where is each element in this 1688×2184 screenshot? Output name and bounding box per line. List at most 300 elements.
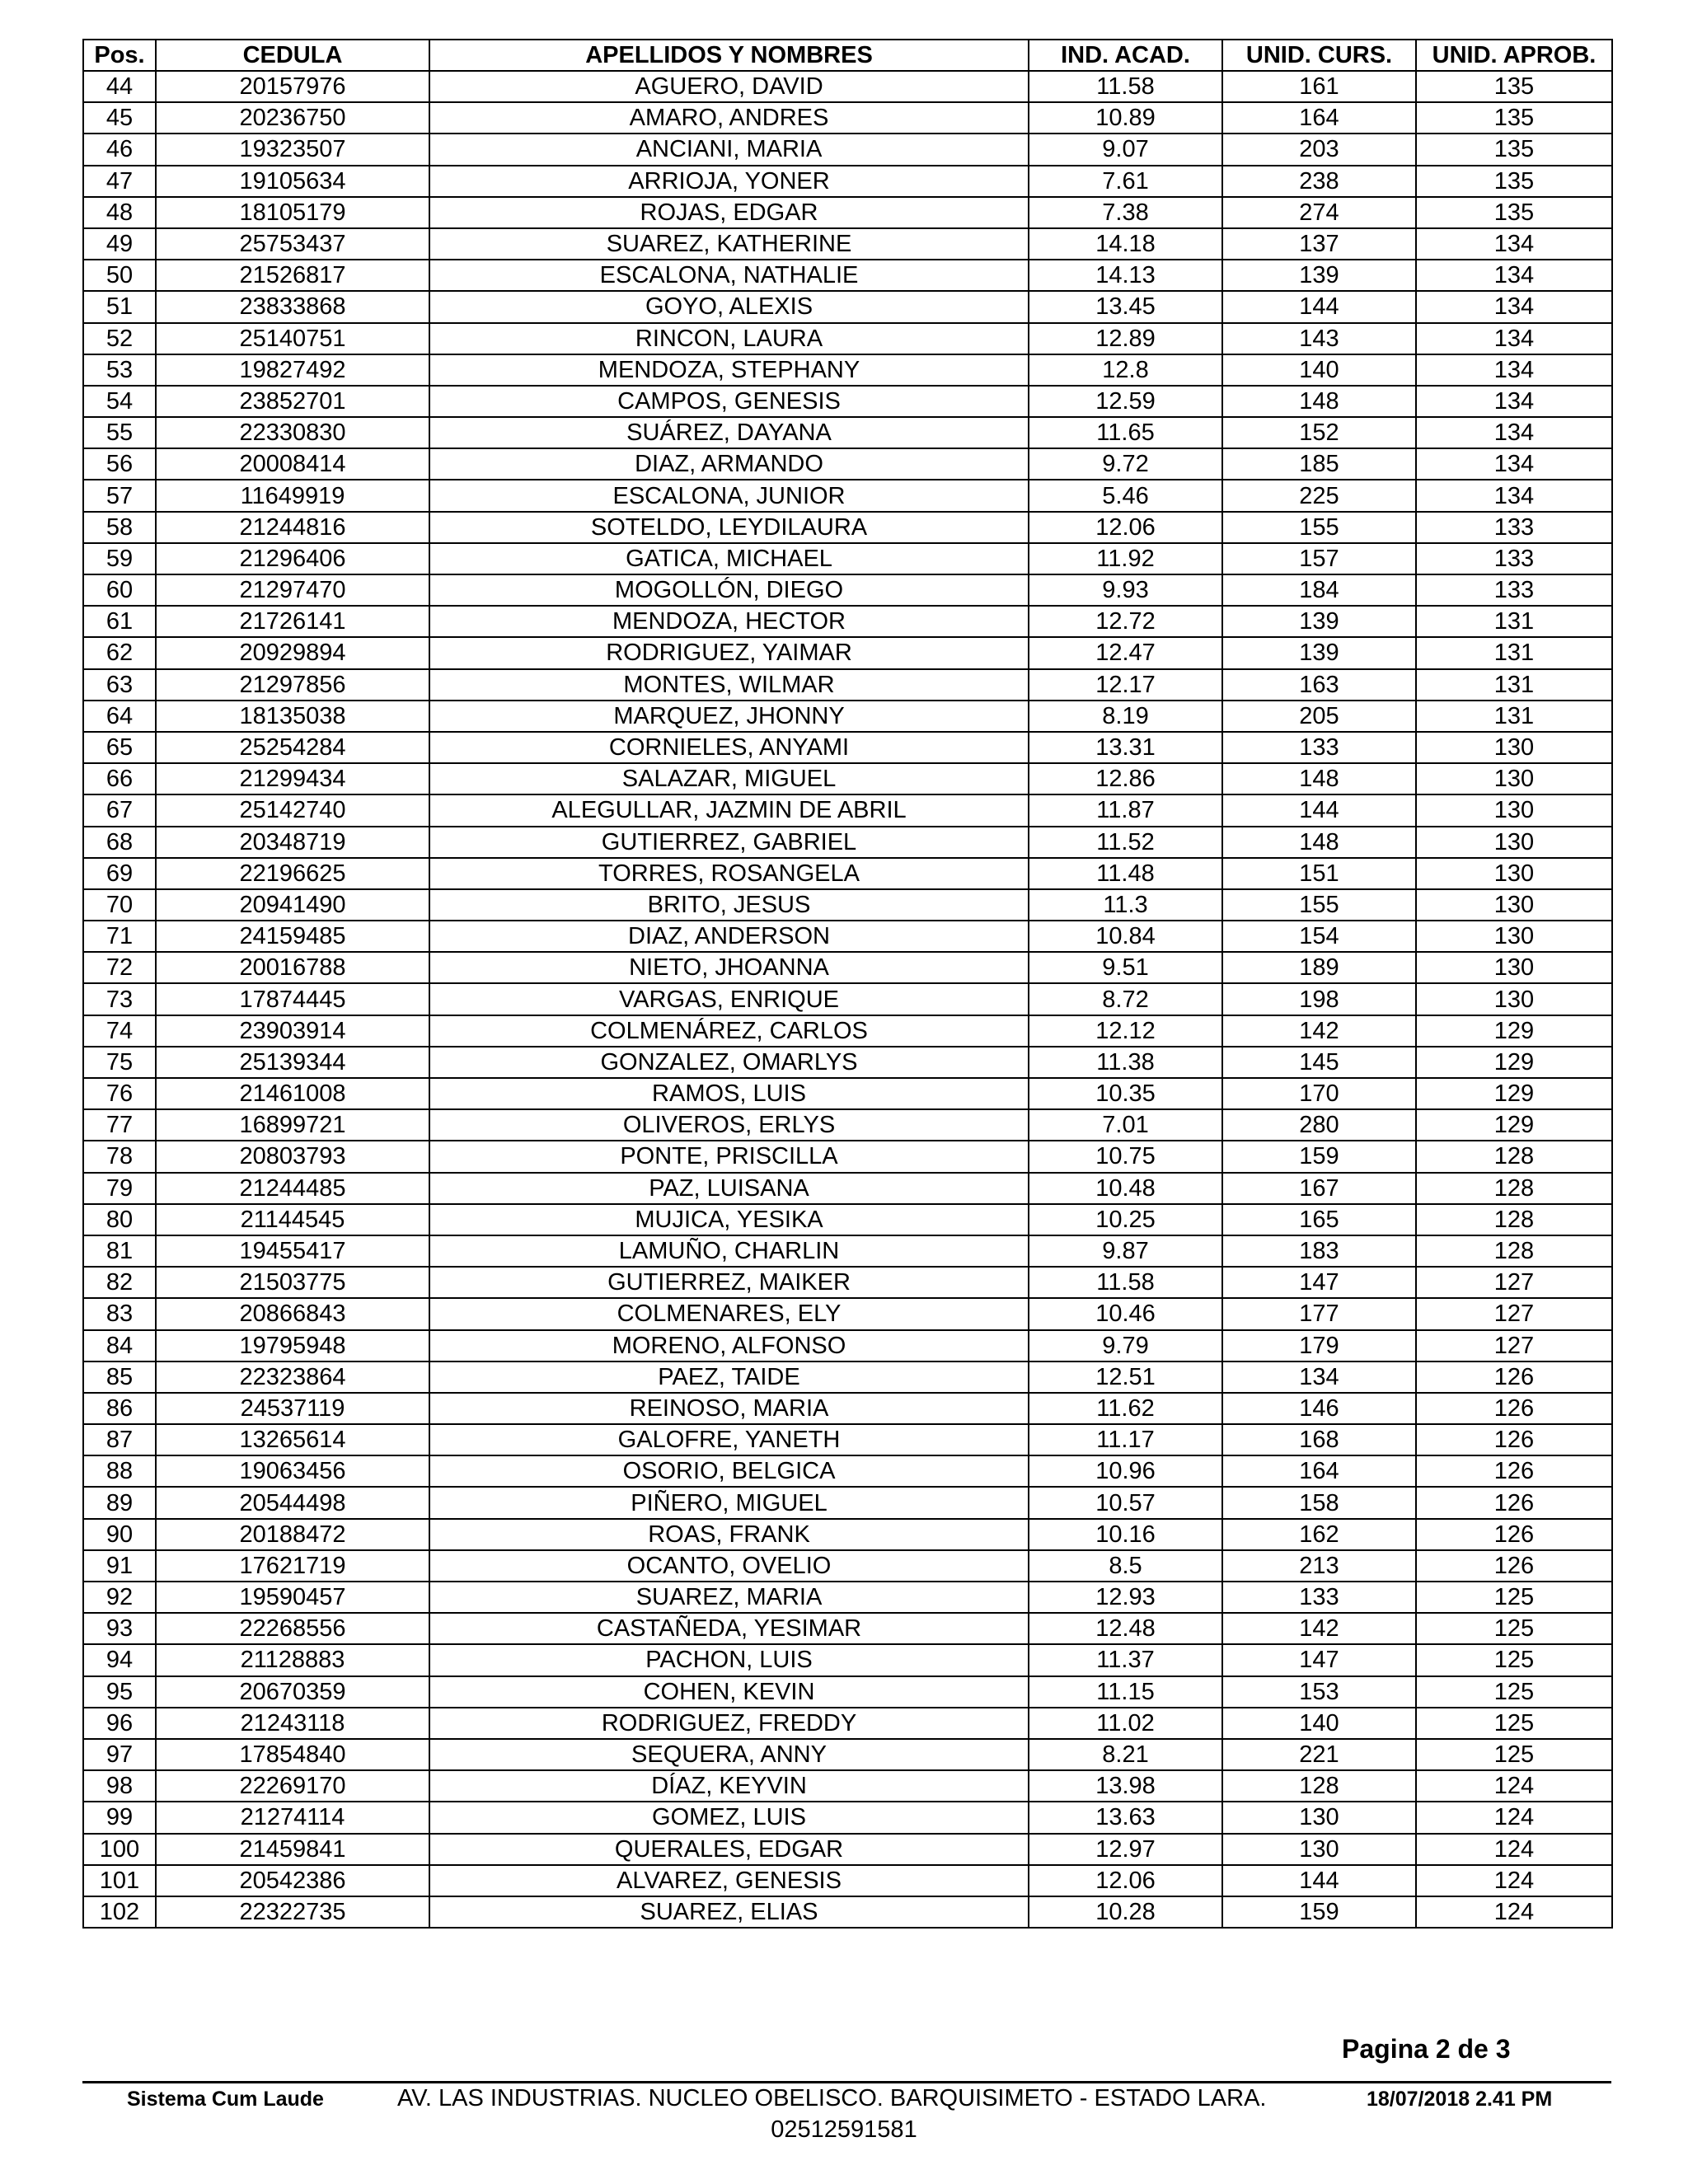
name-cell: MOGOLLÓN, DIEGO	[429, 574, 1029, 606]
cedula-cell: 18135038	[156, 701, 429, 732]
ind-acad-cell: 12.12	[1029, 1015, 1222, 1047]
ind-acad-cell: 8.5	[1029, 1550, 1222, 1582]
ind-acad-cell: 7.01	[1029, 1109, 1222, 1141]
table-row	[83, 543, 1612, 574]
ind-acad-cell: 12.06	[1029, 1865, 1222, 1896]
pos-cell: 86	[83, 1393, 156, 1424]
cedula-cell: 17621719	[156, 1550, 429, 1582]
name-cell: COLMENARES, ELY	[429, 1298, 1029, 1329]
footer-datetime: 18/07/2018 2.41 PM	[1367, 2088, 1553, 2111]
unid-aprob-cell: 130	[1416, 794, 1612, 826]
unid-aprob-cell: 133	[1416, 574, 1612, 606]
unid-curs-cell: 144	[1222, 794, 1416, 826]
pos-cell: 102	[83, 1896, 156, 1928]
table-row	[83, 102, 1612, 134]
name-cell: SOTELDO, LEYDILAURA	[429, 512, 1029, 543]
name-cell: PIÑERO, MIGUEL	[429, 1487, 1029, 1518]
pos-cell: 45	[83, 102, 156, 134]
unid-aprob-cell: 135	[1416, 71, 1612, 102]
unid-curs-cell: 221	[1222, 1739, 1416, 1770]
ind-acad-cell: 11.62	[1029, 1393, 1222, 1424]
ind-acad-cell: 10.75	[1029, 1141, 1222, 1172]
table-header	[83, 40, 1612, 71]
pos-cell: 58	[83, 512, 156, 543]
cedula-cell: 25140751	[156, 323, 429, 354]
unid-curs-cell: 274	[1222, 197, 1416, 228]
name-cell: PAEZ, TAIDE	[429, 1361, 1029, 1393]
cedula-cell: 21128883	[156, 1644, 429, 1675]
pos-cell: 57	[83, 480, 156, 511]
unid-aprob-cell: 134	[1416, 386, 1612, 417]
pos-cell: 72	[83, 952, 156, 983]
name-cell: OCANTO, OVELIO	[429, 1550, 1029, 1582]
table-row	[83, 480, 1612, 511]
name-cell: RODRIGUEZ, FREDDY	[429, 1708, 1029, 1739]
table-row	[83, 448, 1612, 480]
unid-curs-cell: 165	[1222, 1204, 1416, 1235]
unid-aprob-cell: 130	[1416, 921, 1612, 952]
cedula-cell: 21461008	[156, 1078, 429, 1109]
cedula-cell: 21459841	[156, 1834, 429, 1865]
cedula-cell: 25139344	[156, 1047, 429, 1078]
pos-cell: 91	[83, 1550, 156, 1582]
cedula-cell: 11649919	[156, 480, 429, 511]
cedula-cell: 21526817	[156, 260, 429, 291]
unid-aprob-cell: 129	[1416, 1015, 1612, 1047]
unid-aprob-cell: 131	[1416, 669, 1612, 701]
unid-curs-cell: 142	[1222, 1613, 1416, 1644]
name-cell: COLMENÁREZ, CARLOS	[429, 1015, 1029, 1047]
table-row	[83, 889, 1612, 921]
table-row	[83, 166, 1612, 197]
cedula-cell: 23903914	[156, 1015, 429, 1047]
unid-aprob-cell: 133	[1416, 512, 1612, 543]
pos-cell: 73	[83, 983, 156, 1015]
cedula-cell: 21244485	[156, 1173, 429, 1204]
cedula-cell: 20803793	[156, 1141, 429, 1172]
table-row	[83, 1047, 1612, 1078]
name-cell: COHEN, KEVIN	[429, 1676, 1029, 1708]
cedula-cell: 21274114	[156, 1802, 429, 1833]
ind-acad-cell: 11.3	[1029, 889, 1222, 921]
ind-acad-cell: 11.92	[1029, 543, 1222, 574]
name-cell: GATICA, MICHAEL	[429, 543, 1029, 574]
ind-acad-cell: 10.28	[1029, 1896, 1222, 1928]
unid-aprob-cell: 125	[1416, 1582, 1612, 1613]
table-row	[83, 732, 1612, 763]
cedula-cell: 19590457	[156, 1582, 429, 1613]
ind-acad-cell: 10.96	[1029, 1455, 1222, 1487]
pos-cell: 50	[83, 260, 156, 291]
unid-aprob-cell: 127	[1416, 1330, 1612, 1361]
ind-acad-cell: 12.89	[1029, 323, 1222, 354]
cedula-cell: 20008414	[156, 448, 429, 480]
ind-acad-cell: 13.98	[1029, 1770, 1222, 1802]
pos-cell: 100	[83, 1834, 156, 1865]
cedula-cell: 21299434	[156, 763, 429, 794]
pos-cell: 79	[83, 1173, 156, 1204]
unid-aprob-cell: 129	[1416, 1047, 1612, 1078]
table-row	[83, 701, 1612, 732]
unid-curs-cell: 152	[1222, 417, 1416, 448]
ind-acad-cell: 10.25	[1029, 1204, 1222, 1235]
table-row	[83, 606, 1612, 637]
cedula-cell: 22196625	[156, 858, 429, 889]
name-cell: GONZALEZ, OMARLYS	[429, 1047, 1029, 1078]
table-row	[83, 1676, 1612, 1708]
table-row	[83, 323, 1612, 354]
table-row	[83, 1298, 1612, 1329]
table-row	[83, 386, 1612, 417]
cedula-cell: 23852701	[156, 386, 429, 417]
cedula-cell: 22330830	[156, 417, 429, 448]
name-cell: SUÁREZ, DAYANA	[429, 417, 1029, 448]
cedula-cell: 18105179	[156, 197, 429, 228]
footer-phone: 02512591581	[771, 2116, 917, 2143]
unid-curs-cell: 238	[1222, 166, 1416, 197]
ind-acad-cell: 10.35	[1029, 1078, 1222, 1109]
name-cell: CASTAÑEDA, YESIMAR	[429, 1613, 1029, 1644]
table-row	[83, 228, 1612, 260]
pos-cell: 80	[83, 1204, 156, 1235]
pos-cell: 67	[83, 794, 156, 826]
table-row	[83, 1613, 1612, 1644]
table-row	[83, 260, 1612, 291]
pos-cell: 78	[83, 1141, 156, 1172]
ind-acad-cell: 9.93	[1029, 574, 1222, 606]
ind-acad-cell: 14.13	[1029, 260, 1222, 291]
table-row	[83, 1834, 1612, 1865]
cedula-cell: 20866843	[156, 1298, 429, 1329]
ind-acad-cell: 12.72	[1029, 606, 1222, 637]
pos-cell: 94	[83, 1644, 156, 1675]
ind-acad-cell: 11.38	[1029, 1047, 1222, 1078]
pos-cell: 62	[83, 637, 156, 668]
ind-acad-cell: 12.86	[1029, 763, 1222, 794]
unid-curs-cell: 147	[1222, 1644, 1416, 1675]
footer-system-name: Sistema Cum Laude	[127, 2088, 324, 2111]
name-cell: ANCIANI, MARIA	[429, 134, 1029, 165]
name-cell: MENDOZA, HECTOR	[429, 606, 1029, 637]
unid-curs-cell: 148	[1222, 386, 1416, 417]
name-cell: SEQUERA, ANNY	[429, 1739, 1029, 1770]
name-cell: GALOFRE, YANETH	[429, 1424, 1029, 1455]
ind-acad-cell: 11.37	[1029, 1644, 1222, 1675]
name-cell: BRITO, JESUS	[429, 889, 1029, 921]
cedula-cell: 22322735	[156, 1896, 429, 1928]
table-row	[83, 1173, 1612, 1204]
table-row	[83, 1109, 1612, 1141]
table-row	[83, 669, 1612, 701]
unid-aprob-cell: 134	[1416, 354, 1612, 386]
table-row	[83, 1739, 1612, 1770]
unid-aprob-cell: 135	[1416, 102, 1612, 134]
name-cell: OSORIO, BELGICA	[429, 1455, 1029, 1487]
cedula-cell: 20188472	[156, 1519, 429, 1550]
unid-curs-cell: 185	[1222, 448, 1416, 480]
name-cell: LAMUÑO, CHARLIN	[429, 1235, 1029, 1267]
ind-acad-cell: 13.63	[1029, 1802, 1222, 1833]
unid-aprob-cell: 127	[1416, 1298, 1612, 1329]
pos-cell: 96	[83, 1708, 156, 1739]
table-row	[83, 1424, 1612, 1455]
unid-curs-cell: 170	[1222, 1078, 1416, 1109]
unid-aprob-cell: 126	[1416, 1361, 1612, 1393]
pos-cell: 93	[83, 1613, 156, 1644]
pos-cell: 90	[83, 1519, 156, 1550]
name-cell: ESCALONA, NATHALIE	[429, 260, 1029, 291]
cedula-cell: 20236750	[156, 102, 429, 134]
unid-aprob-cell: 128	[1416, 1173, 1612, 1204]
cedula-cell: 17854840	[156, 1739, 429, 1770]
pos-cell: 63	[83, 669, 156, 701]
cedula-cell: 25254284	[156, 732, 429, 763]
cedula-cell: 25753437	[156, 228, 429, 260]
cedula-cell: 19455417	[156, 1235, 429, 1267]
name-cell: AGUERO, DAVID	[429, 71, 1029, 102]
cedula-cell: 22268556	[156, 1613, 429, 1644]
results-sheet	[82, 39, 1611, 1929]
ind-acad-cell: 14.18	[1029, 228, 1222, 260]
ind-acad-cell: 7.38	[1029, 197, 1222, 228]
unid-aprob-cell: 131	[1416, 701, 1612, 732]
table-row	[83, 1204, 1612, 1235]
table-row	[83, 921, 1612, 952]
col-header-nombres: APELLIDOS Y NOMBRES	[429, 40, 1029, 71]
pos-cell: 64	[83, 701, 156, 732]
ind-acad-cell: 11.02	[1029, 1708, 1222, 1739]
ind-acad-cell: 13.45	[1029, 291, 1222, 322]
table-row	[83, 794, 1612, 826]
unid-aprob-cell: 128	[1416, 1204, 1612, 1235]
table-row	[83, 1267, 1612, 1298]
ind-acad-cell: 12.47	[1029, 637, 1222, 668]
pos-cell: 95	[83, 1676, 156, 1708]
ind-acad-cell: 8.19	[1029, 701, 1222, 732]
unid-aprob-cell: 124	[1416, 1770, 1612, 1802]
cedula-cell: 21144545	[156, 1204, 429, 1235]
pos-cell: 81	[83, 1235, 156, 1267]
unid-aprob-cell: 134	[1416, 260, 1612, 291]
unid-curs-cell: 154	[1222, 921, 1416, 952]
pos-cell: 101	[83, 1865, 156, 1896]
ind-acad-cell: 9.51	[1029, 952, 1222, 983]
unid-aprob-cell: 126	[1416, 1424, 1612, 1455]
unid-curs-cell: 133	[1222, 1582, 1416, 1613]
cedula-cell: 17874445	[156, 983, 429, 1015]
ind-acad-cell: 11.87	[1029, 794, 1222, 826]
footer-address: AV. LAS INDUSTRIAS. NUCLEO OBELISCO. BARQUISIMETO - ESTADO LARA.	[397, 2085, 1267, 2111]
name-cell: CORNIELES, ANYAMI	[429, 732, 1029, 763]
unid-aprob-cell: 130	[1416, 858, 1612, 889]
table-row	[83, 1330, 1612, 1361]
unid-aprob-cell: 125	[1416, 1708, 1612, 1739]
ind-acad-cell: 12.59	[1029, 386, 1222, 417]
name-cell: DÍAZ, KEYVIN	[429, 1770, 1029, 1802]
table-row	[83, 1455, 1612, 1487]
table-row	[83, 512, 1612, 543]
cedula-cell: 21297470	[156, 574, 429, 606]
cedula-cell: 25142740	[156, 794, 429, 826]
name-cell: CAMPOS, GENESIS	[429, 386, 1029, 417]
pos-cell: 47	[83, 166, 156, 197]
unid-aprob-cell: 134	[1416, 228, 1612, 260]
name-cell: GUTIERREZ, GABRIEL	[429, 827, 1029, 858]
pos-cell: 69	[83, 858, 156, 889]
unid-curs-cell: 167	[1222, 1173, 1416, 1204]
pos-cell: 84	[83, 1330, 156, 1361]
unid-aprob-cell: 126	[1416, 1393, 1612, 1424]
pos-cell: 53	[83, 354, 156, 386]
unid-curs-cell: 140	[1222, 1708, 1416, 1739]
unid-curs-cell: 203	[1222, 134, 1416, 165]
table-row	[83, 983, 1612, 1015]
unid-curs-cell: 140	[1222, 354, 1416, 386]
cedula-cell: 21503775	[156, 1267, 429, 1298]
table-row	[83, 1896, 1612, 1928]
ind-acad-cell: 8.21	[1029, 1739, 1222, 1770]
name-cell: OLIVEROS, ERLYS	[429, 1109, 1029, 1141]
unid-curs-cell: 189	[1222, 952, 1416, 983]
table-row	[83, 1550, 1612, 1582]
unid-aprob-cell: 134	[1416, 480, 1612, 511]
cedula-cell: 20929894	[156, 637, 429, 668]
unid-aprob-cell: 131	[1416, 637, 1612, 668]
pos-cell: 71	[83, 921, 156, 952]
unid-curs-cell: 145	[1222, 1047, 1416, 1078]
col-header-unid-aprob: UNID. APROB.	[1416, 40, 1612, 71]
table-body	[83, 71, 1612, 1928]
table-row	[83, 417, 1612, 448]
name-cell: DIAZ, ARMANDO	[429, 448, 1029, 480]
unid-curs-cell: 213	[1222, 1550, 1416, 1582]
ind-acad-cell: 13.31	[1029, 732, 1222, 763]
unid-aprob-cell: 128	[1416, 1141, 1612, 1172]
pos-cell: 68	[83, 827, 156, 858]
ind-acad-cell: 10.89	[1029, 102, 1222, 134]
unid-aprob-cell: 130	[1416, 763, 1612, 794]
ind-acad-cell: 10.46	[1029, 1298, 1222, 1329]
unid-curs-cell: 142	[1222, 1015, 1416, 1047]
unid-curs-cell: 143	[1222, 323, 1416, 354]
table-row	[83, 291, 1612, 322]
pos-cell: 44	[83, 71, 156, 102]
table-row	[83, 1361, 1612, 1393]
cedula-cell: 21296406	[156, 543, 429, 574]
unid-aprob-cell: 134	[1416, 417, 1612, 448]
cedula-cell: 21726141	[156, 606, 429, 637]
table-row	[83, 197, 1612, 228]
unid-aprob-cell: 128	[1416, 1235, 1612, 1267]
ind-acad-cell: 12.8	[1029, 354, 1222, 386]
footer-divider	[82, 2081, 1611, 2083]
table-row	[83, 1015, 1612, 1047]
unid-aprob-cell: 129	[1416, 1109, 1612, 1141]
unid-curs-cell: 177	[1222, 1298, 1416, 1329]
cedula-cell: 20670359	[156, 1676, 429, 1708]
unid-curs-cell: 205	[1222, 701, 1416, 732]
cedula-cell: 20348719	[156, 827, 429, 858]
name-cell: VARGAS, ENRIQUE	[429, 983, 1029, 1015]
cedula-cell: 20157976	[156, 71, 429, 102]
cedula-cell: 13265614	[156, 1424, 429, 1455]
pos-cell: 85	[83, 1361, 156, 1393]
unid-aprob-cell: 125	[1416, 1644, 1612, 1675]
unid-aprob-cell: 125	[1416, 1676, 1612, 1708]
unid-curs-cell: 163	[1222, 669, 1416, 701]
table-row	[83, 1487, 1612, 1518]
pos-cell: 82	[83, 1267, 156, 1298]
pos-cell: 59	[83, 543, 156, 574]
unid-aprob-cell: 126	[1416, 1487, 1612, 1518]
name-cell: MARQUEZ, JHONNY	[429, 701, 1029, 732]
unid-curs-cell: 139	[1222, 637, 1416, 668]
unid-aprob-cell: 130	[1416, 889, 1612, 921]
pos-cell: 51	[83, 291, 156, 322]
ind-acad-cell: 11.65	[1029, 417, 1222, 448]
unid-curs-cell: 158	[1222, 1487, 1416, 1518]
name-cell: MUJICA, YESIKA	[429, 1204, 1029, 1235]
unid-aprob-cell: 135	[1416, 134, 1612, 165]
pos-cell: 46	[83, 134, 156, 165]
unid-curs-cell: 148	[1222, 827, 1416, 858]
cedula-cell: 20016788	[156, 952, 429, 983]
ind-acad-cell: 9.72	[1029, 448, 1222, 480]
name-cell: RODRIGUEZ, YAIMAR	[429, 637, 1029, 668]
name-cell: PACHON, LUIS	[429, 1644, 1029, 1675]
table-row	[83, 637, 1612, 668]
name-cell: ESCALONA, JUNIOR	[429, 480, 1029, 511]
ind-acad-cell: 12.17	[1029, 669, 1222, 701]
ind-acad-cell: 9.87	[1029, 1235, 1222, 1267]
pos-cell: 99	[83, 1802, 156, 1833]
unid-curs-cell: 198	[1222, 983, 1416, 1015]
unid-curs-cell: 146	[1222, 1393, 1416, 1424]
col-header-cedula: CEDULA	[156, 40, 429, 71]
unid-curs-cell: 130	[1222, 1834, 1416, 1865]
ind-acad-cell: 12.06	[1029, 512, 1222, 543]
unid-curs-cell: 155	[1222, 889, 1416, 921]
unid-curs-cell: 134	[1222, 1361, 1416, 1393]
ind-acad-cell: 10.84	[1029, 921, 1222, 952]
name-cell: ROAS, FRANK	[429, 1519, 1029, 1550]
table-row	[83, 1078, 1612, 1109]
ind-acad-cell: 12.93	[1029, 1582, 1222, 1613]
unid-curs-cell: 144	[1222, 291, 1416, 322]
table-row	[83, 1141, 1612, 1172]
cedula-cell: 20542386	[156, 1865, 429, 1896]
unid-aprob-cell: 129	[1416, 1078, 1612, 1109]
pos-cell: 49	[83, 228, 156, 260]
cedula-cell: 22269170	[156, 1770, 429, 1802]
unid-curs-cell: 155	[1222, 512, 1416, 543]
cedula-cell: 22323864	[156, 1361, 429, 1393]
unid-curs-cell: 151	[1222, 858, 1416, 889]
ind-acad-cell: 11.58	[1029, 71, 1222, 102]
unid-curs-cell: 164	[1222, 102, 1416, 134]
unid-aprob-cell: 134	[1416, 323, 1612, 354]
col-header-unid-curs: UNID. CURS.	[1222, 40, 1416, 71]
name-cell: ARRIOJA, YONER	[429, 166, 1029, 197]
unid-aprob-cell: 124	[1416, 1802, 1612, 1833]
unid-aprob-cell: 126	[1416, 1550, 1612, 1582]
pos-cell: 48	[83, 197, 156, 228]
unid-aprob-cell: 130	[1416, 952, 1612, 983]
table-row	[83, 952, 1612, 983]
header-row	[83, 40, 1612, 71]
unid-curs-cell: 128	[1222, 1770, 1416, 1802]
cedula-cell: 20941490	[156, 889, 429, 921]
